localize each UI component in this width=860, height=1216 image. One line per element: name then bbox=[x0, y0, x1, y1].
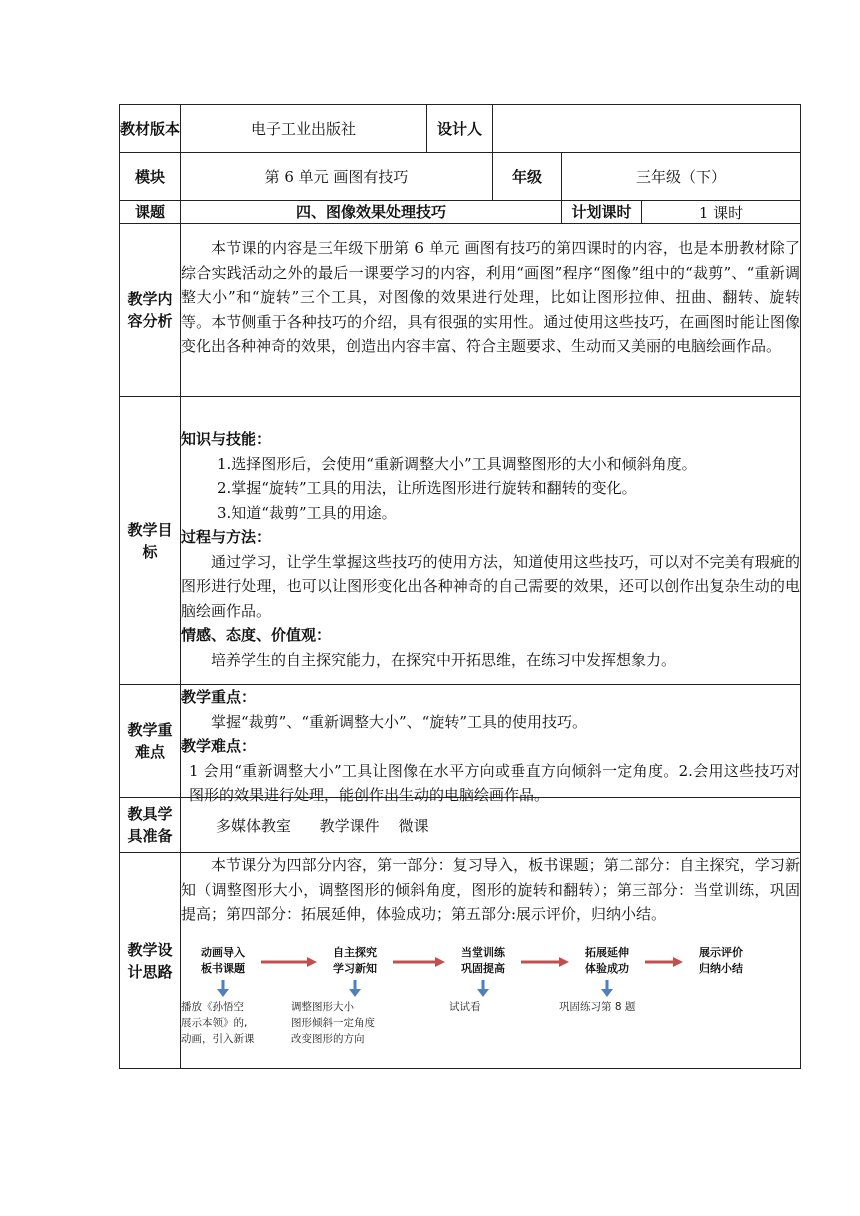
knowledge-item: 3.知道“裁剪”工具的用途。 bbox=[217, 503, 397, 522]
flow-note-line: 播放《孙悟空 bbox=[181, 1001, 244, 1013]
flow-step bbox=[681, 945, 761, 977]
key-points-content bbox=[181, 685, 800, 804]
label-grade: 年级 bbox=[511, 167, 542, 186]
grade-value: 三年级（下） bbox=[635, 168, 726, 186]
planned-hours-value: 1 课时 bbox=[698, 203, 744, 222]
label-module: 模块 bbox=[134, 167, 165, 186]
objectives-content bbox=[181, 427, 800, 677]
flow-step bbox=[315, 945, 395, 977]
flow-step-line: 拓展延伸 bbox=[585, 946, 629, 959]
flow-note-line: 调整图形大小 bbox=[291, 1001, 354, 1013]
flow-note-line: 巩固练习第 8 题 bbox=[559, 1001, 636, 1013]
label-design-thinking: 教学设计思路 bbox=[127, 940, 173, 981]
topic-value: 四、图像效果处理技巧 bbox=[295, 203, 446, 221]
process-text: 通过学习，让学生掌握这些技巧的使用方法，知道使用这些技巧，可以对不完美有瑕疵的图形进行处理，也可以让图形变化出各种神奇的自己需要的效果，还可以创作出复杂生动的电脑绘画作品。 bbox=[181, 552, 800, 620]
label-topic: 课题 bbox=[134, 203, 165, 221]
label-key-difficult-points: 教学重难点 bbox=[127, 721, 173, 761]
key-point-title: 教学重点： bbox=[181, 688, 257, 706]
label-teaching-objectives: 教学目标 bbox=[127, 520, 173, 561]
flow-down-arrow-head bbox=[477, 989, 489, 997]
flow-step-line: 当堂训练 bbox=[461, 946, 505, 959]
flow-note-line: 动画，引入新课 bbox=[181, 1033, 255, 1045]
flow-step-line: 归纳小结 bbox=[699, 962, 743, 975]
flow-step bbox=[443, 945, 523, 977]
process-title: 过程与方法： bbox=[181, 528, 272, 546]
flow-step-line: 体验成功 bbox=[585, 962, 629, 975]
flow-step bbox=[183, 945, 263, 977]
flow-note bbox=[449, 999, 481, 1015]
label-content-analysis: 教学内容分析 bbox=[127, 290, 173, 330]
difficult-point-text: 1 会用“重新调整大小”工具让图像在水平方向或垂直方向倾斜一定角度。2.会用这些技巧对图形的效果进行处理，能创作出生动的电脑绘画作品。 bbox=[189, 761, 800, 804]
knowledge-title: 知识与技能： bbox=[181, 430, 272, 448]
emotion-text: 培养学生的自主探究能力，在探究中开拓思维，在练习中发挥想象力。 bbox=[211, 650, 677, 669]
flow-note-line: 图形倾斜一定角度 bbox=[291, 1017, 375, 1029]
flow-step-line: 展示评价 bbox=[699, 946, 743, 959]
flow-step-line: 动画导入 bbox=[201, 946, 245, 959]
flow-down-arrow-head bbox=[217, 989, 229, 997]
label-textbook-version: 教材版本 bbox=[120, 119, 181, 138]
flow-step-line: 学习新知 bbox=[333, 962, 377, 975]
flow-note-line: 展示本领》的, bbox=[181, 1017, 248, 1029]
flow-down-arrow-head bbox=[601, 989, 613, 997]
flow-step bbox=[567, 945, 647, 977]
flow-note-line: 改变图形的方向 bbox=[291, 1033, 365, 1045]
knowledge-item: 1.选择图形后，会使用“重新调整大小”工具调整图形的大小和倾斜角度。 bbox=[217, 454, 697, 473]
flow-note bbox=[291, 999, 375, 1047]
emotion-title: 情感、态度、价值观： bbox=[181, 626, 332, 644]
designer-value bbox=[493, 105, 800, 152]
module-value: 第 6 单元 画图有技巧 bbox=[264, 168, 409, 186]
label-designer: 设计人 bbox=[436, 119, 482, 138]
design-text: 本节课分为四部分内容，第一部分：复习导入，板书课题；第二部分：自主探究，学习新知（调整图形大小，调整图形的倾斜角度，图形的旋转和翻转）；第三部分：当堂训练，巩固提高；第四部分：拓展延伸，体验成功；第五部分:展示评价，归纳小结。 bbox=[181, 856, 800, 923]
label-teaching-tools: 教具学具准备 bbox=[127, 805, 173, 845]
knowledge-item: 2.掌握“旋转”工具的用法，让所选图形进行旋转和翻转的变化。 bbox=[217, 479, 637, 497]
tools-text: 多媒体教室 教学课件 微课 bbox=[216, 816, 429, 835]
flow-note bbox=[559, 999, 635, 1015]
flow-down-arrow-head bbox=[349, 989, 361, 997]
publisher-value: 电子工业出版社 bbox=[250, 120, 356, 138]
flow-note bbox=[181, 999, 255, 1047]
flow-diagram bbox=[181, 940, 800, 1065]
content-analysis-text: 本节课的内容是三年级下册第 6 单元 画图有技巧的第四课时的内容，也是本册教材除了综合实践活动之外的最后一课要学习的内容，利用“画图”程序“图像”组中的“裁剪”、“重新调整大小”和“旋转”三个工具，对图像的效果进行处理，比如让图形拉伸、扭曲、翻转、旋转等。本节侧重于各种技巧的介绍，具有很强的实用性。通过使用这些技巧，在画图时能让图像变化出各种神奇的效果，创造出内容丰富、符合主题要求、生动而又美丽的电脑绘画作品。 bbox=[181, 239, 800, 355]
label-planned-hours: 计划课时 bbox=[571, 203, 632, 221]
difficult-point-title: 教学难点： bbox=[181, 737, 257, 755]
flow-step-line: 自主探究 bbox=[333, 946, 377, 959]
flow-note-line: 试试看 bbox=[449, 1001, 481, 1013]
flow-step-line: 板书课题 bbox=[201, 962, 245, 975]
key-point-text: 掌握“裁剪”、“重新调整大小”、“旋转”工具的使用技巧。 bbox=[211, 712, 588, 731]
flow-step-line: 巩固提高 bbox=[461, 962, 505, 975]
